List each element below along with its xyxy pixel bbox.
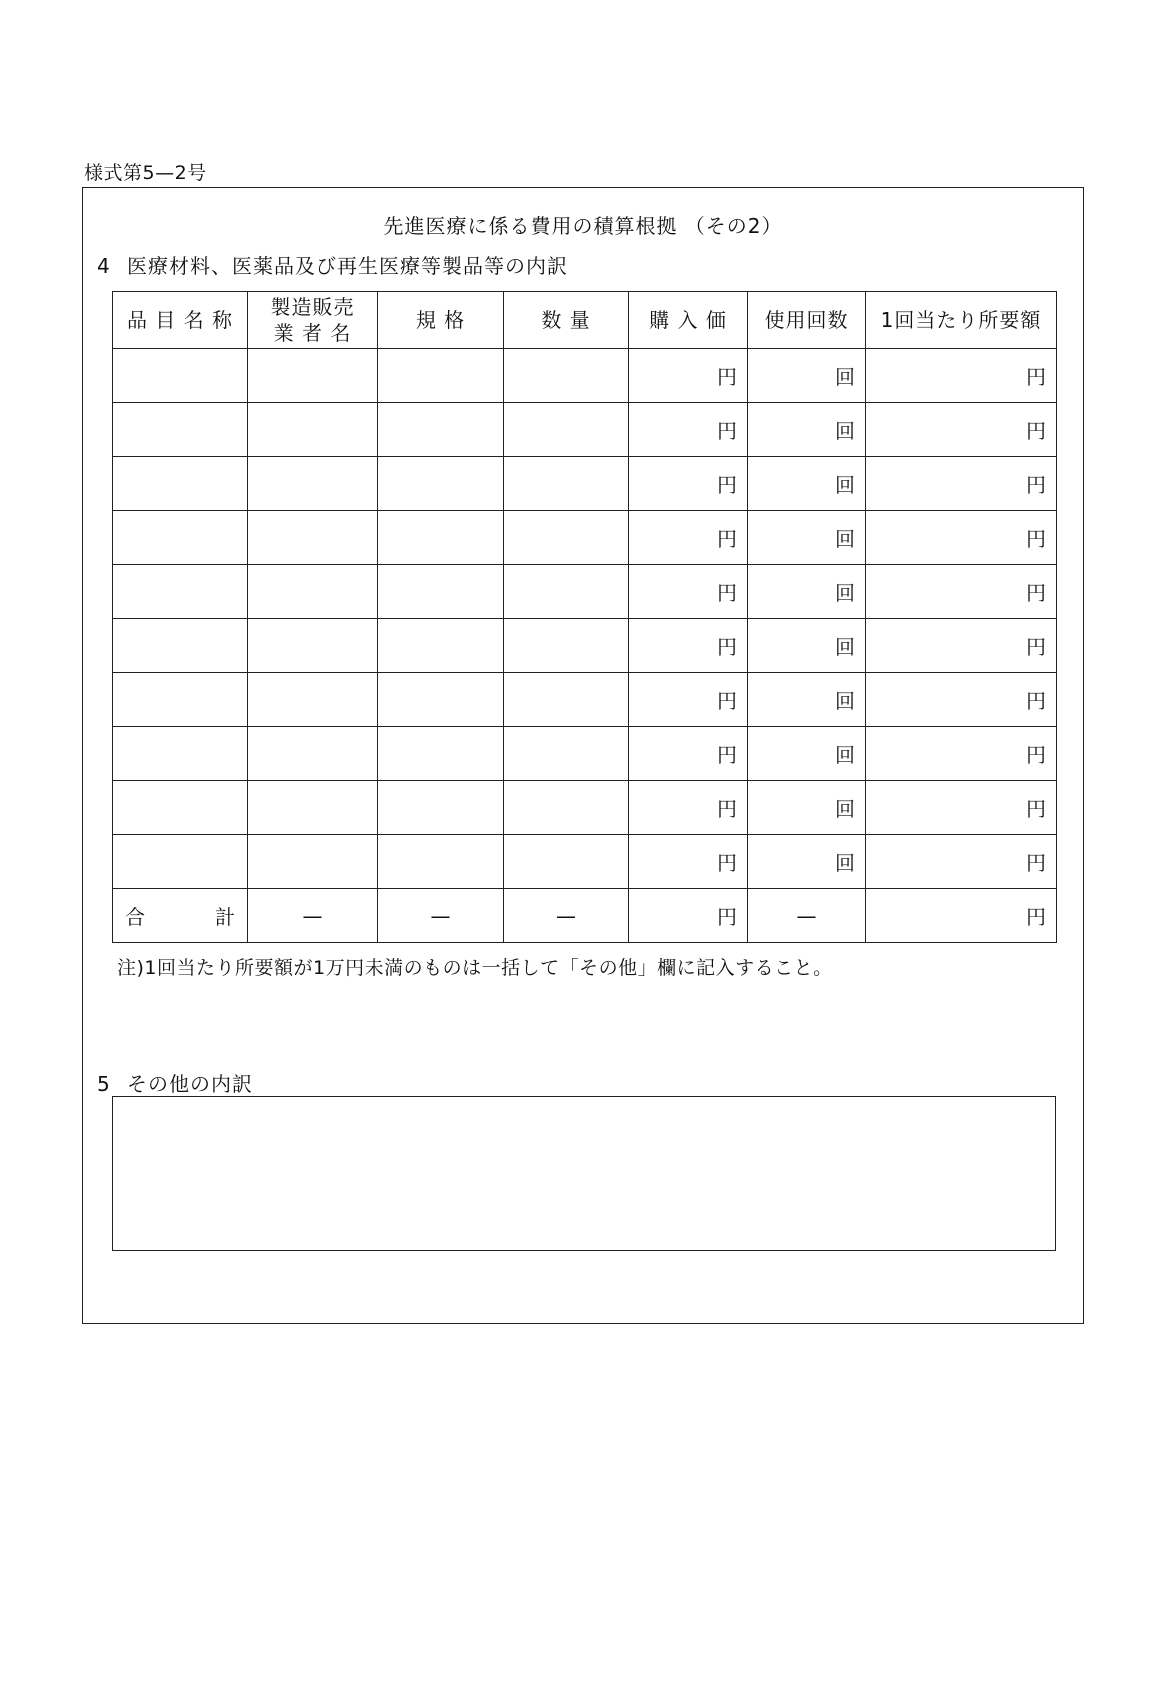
quantity-cell[interactable]: [504, 835, 629, 889]
table-row: [113, 781, 1057, 835]
section-4-heading: [97, 250, 568, 279]
quantity-cell[interactable]: [504, 673, 629, 727]
col-header-uses: 使用回数: [748, 292, 866, 349]
per-use-cell[interactable]: 円: [866, 511, 1057, 565]
total-label: [113, 889, 248, 943]
maker-cell[interactable]: [248, 457, 378, 511]
item-name-cell[interactable]: [113, 619, 248, 673]
section-5-title: その他の内訳: [127, 1072, 253, 1096]
table-row: [113, 835, 1057, 889]
uses-cell[interactable]: 回: [748, 565, 866, 619]
maker-cell[interactable]: [248, 565, 378, 619]
price-cell[interactable]: 円: [629, 835, 748, 889]
item-name-cell[interactable]: [113, 835, 248, 889]
total-row: [113, 889, 1057, 943]
table-row: [113, 403, 1057, 457]
other-breakdown-box[interactable]: [112, 1096, 1056, 1251]
per-use-cell[interactable]: 円: [866, 673, 1057, 727]
item-name-cell[interactable]: [113, 781, 248, 835]
item-name-cell[interactable]: [113, 565, 248, 619]
section-5-number: 5: [97, 1072, 111, 1096]
total-label-right: 計: [215, 905, 235, 929]
spec-cell[interactable]: [378, 781, 504, 835]
maker-cell[interactable]: [248, 619, 378, 673]
uses-cell[interactable]: 回: [748, 349, 866, 403]
spec-cell[interactable]: [378, 565, 504, 619]
item-name-cell[interactable]: [113, 457, 248, 511]
section-5-heading: [97, 1068, 253, 1097]
col-header-quantity: 数 量: [504, 292, 629, 349]
total-quantity-dash: —: [504, 889, 629, 943]
total-label-left: 合: [125, 905, 145, 929]
items-table: [112, 291, 1057, 943]
table-row: [113, 727, 1057, 781]
spec-cell[interactable]: [378, 457, 504, 511]
maker-cell[interactable]: [248, 781, 378, 835]
price-cell[interactable]: 円: [629, 457, 748, 511]
spec-cell[interactable]: [378, 727, 504, 781]
per-use-cell[interactable]: 円: [866, 457, 1057, 511]
price-cell[interactable]: 円: [629, 727, 748, 781]
price-cell[interactable]: 円: [629, 349, 748, 403]
maker-cell[interactable]: [248, 403, 378, 457]
item-name-cell[interactable]: [113, 727, 248, 781]
section-4-title: 医療材料、医薬品及び再生医療等製品等の内訳: [127, 254, 568, 278]
maker-cell[interactable]: [248, 511, 378, 565]
quantity-cell[interactable]: [504, 349, 629, 403]
uses-cell[interactable]: 回: [748, 835, 866, 889]
item-name-cell[interactable]: [113, 673, 248, 727]
uses-cell[interactable]: 回: [748, 619, 866, 673]
price-cell[interactable]: 円: [629, 565, 748, 619]
table-row: [113, 619, 1057, 673]
form-frame: [82, 187, 1084, 1324]
spec-cell[interactable]: [378, 403, 504, 457]
price-cell[interactable]: 円: [629, 673, 748, 727]
item-name-cell[interactable]: [113, 403, 248, 457]
spec-cell[interactable]: [378, 835, 504, 889]
quantity-cell[interactable]: [504, 403, 629, 457]
per-use-cell[interactable]: 円: [866, 835, 1057, 889]
col-header-spec: 規 格: [378, 292, 504, 349]
item-name-cell[interactable]: [113, 511, 248, 565]
spec-cell[interactable]: [378, 349, 504, 403]
price-cell[interactable]: 円: [629, 619, 748, 673]
col-header-price: 購 入 価: [629, 292, 748, 349]
uses-cell[interactable]: 回: [748, 781, 866, 835]
quantity-cell[interactable]: [504, 511, 629, 565]
quantity-cell[interactable]: [504, 457, 629, 511]
uses-cell[interactable]: 回: [748, 403, 866, 457]
quantity-cell[interactable]: [504, 727, 629, 781]
spec-cell[interactable]: [378, 673, 504, 727]
table-header-row: [113, 292, 1057, 349]
per-use-cell[interactable]: 円: [866, 781, 1057, 835]
spec-cell[interactable]: [378, 619, 504, 673]
quantity-cell[interactable]: [504, 781, 629, 835]
col-header-maker-line2: 業 者 名: [273, 321, 352, 345]
document-title: 先進医療に係る費用の積算根拠 （その2）: [383, 214, 783, 238]
price-cell[interactable]: 円: [629, 781, 748, 835]
table-row: [113, 511, 1057, 565]
quantity-cell[interactable]: [504, 619, 629, 673]
maker-cell[interactable]: [248, 835, 378, 889]
per-use-cell[interactable]: 円: [866, 349, 1057, 403]
total-maker-dash: —: [248, 889, 378, 943]
col-header-per-use: 1回当たり所要額: [866, 292, 1057, 349]
form-number: 様式第5—2号: [84, 162, 207, 184]
col-header-item-name: 品 目 名 称: [113, 292, 248, 349]
table-note: 注)1回当たり所要額が1万円未満のものは一括して「その他」欄に記入すること。: [117, 957, 833, 979]
uses-cell[interactable]: 回: [748, 511, 866, 565]
uses-cell[interactable]: 回: [748, 457, 866, 511]
col-header-maker: [248, 292, 378, 349]
total-uses-dash: —: [748, 889, 866, 943]
spec-cell[interactable]: [378, 511, 504, 565]
price-cell[interactable]: 円: [629, 511, 748, 565]
per-use-cell[interactable]: 円: [866, 565, 1057, 619]
per-use-cell[interactable]: 円: [866, 403, 1057, 457]
uses-cell[interactable]: 回: [748, 673, 866, 727]
total-spec-dash: —: [378, 889, 504, 943]
per-use-cell[interactable]: 円: [866, 619, 1057, 673]
table-row: [113, 457, 1057, 511]
table-row: [113, 349, 1057, 403]
total-price-unit: 円: [629, 889, 748, 943]
item-name-cell[interactable]: [113, 349, 248, 403]
table-row: [113, 673, 1057, 727]
section-4-number: 4: [97, 254, 111, 278]
maker-cell[interactable]: [248, 673, 378, 727]
total-per-use-unit: 円: [866, 889, 1057, 943]
uses-cell[interactable]: 回: [748, 727, 866, 781]
per-use-cell[interactable]: 円: [866, 727, 1057, 781]
col-header-maker-line1: 製造販売: [270, 295, 355, 319]
table-row: [113, 565, 1057, 619]
quantity-cell[interactable]: [504, 565, 629, 619]
price-cell[interactable]: 円: [629, 403, 748, 457]
maker-cell[interactable]: [248, 727, 378, 781]
maker-cell[interactable]: [248, 349, 378, 403]
